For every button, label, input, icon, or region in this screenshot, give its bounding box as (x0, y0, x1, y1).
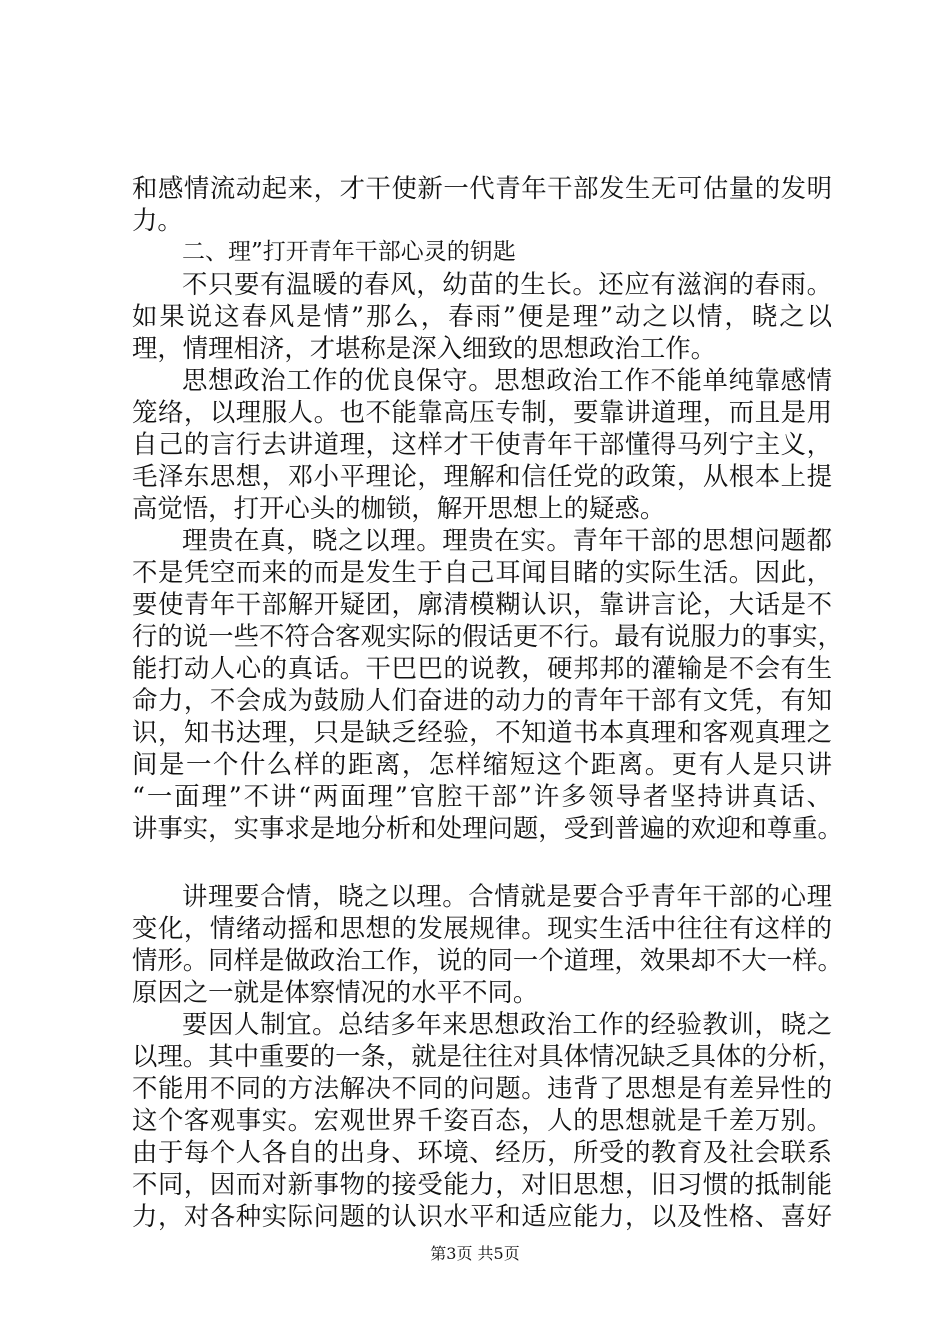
section-heading: 二、理”打开青年干部心灵的钥匙 (182, 239, 516, 265)
text-line: 命力，不会成为鼓励人们奋进的动力的青年干部有文凭，有知 (132, 685, 832, 715)
text-line: 由于每个人各自的出身、环境、经历，所受的教育及社会联系 (132, 1137, 832, 1167)
paragraph-first-line: 要因人制宜。总结多年来思想政治工作的经验教训，晓之 (182, 1009, 832, 1039)
text-line: 这个客观事实。宏观世界千姿百态，人的思想就是千差万别。 (132, 1105, 832, 1135)
text-line: 自己的言行去讲道理，这样才干使青年干部懂得马列宁主义， (132, 429, 832, 459)
text-line: 讲事实，实事求是地分析和处理问题，受到普遍的欢迎和尊重。 (132, 813, 843, 843)
text-line: 原因之一就是体察情况的水平不同。 (132, 977, 539, 1007)
text-line: 不能用不同的方法解决不同的问题。违背了思想是有差异性的 (132, 1073, 832, 1103)
text-line: 毛泽东思想，邓小平理论，理解和信任党的政策，从根本上提 (132, 461, 832, 491)
paragraph-first-line: 理贵在真，晓之以理。理贵在实。青年干部的思想问题都 (182, 525, 832, 555)
text-line: 以理。其中重要的一条，就是往往对具体情况缺乏具体的分析， (132, 1041, 843, 1071)
text-line: 要使青年干部解开疑团，廓清模糊认识，靠讲言论，大话是不 (132, 589, 832, 619)
text-line: 如果说这春风是情”那么，春雨”便是理”动之以情，晓之以 (132, 301, 832, 331)
text-line: 和感情流动起来，才干使新一代青年干部发生无可估量的发明 (132, 173, 832, 203)
paragraph-gap (132, 844, 832, 880)
text-line: 笼络，以理服人。也不能靠高压专制，要靠讲道理，而且是用 (132, 397, 832, 427)
text-line: 行的说一些不符合客观实际的假话更不行。最有说服力的事实， (132, 621, 843, 651)
page-number: 第3页 共5页 (430, 1244, 520, 1263)
text-line: 能打动人心的真话。干巴巴的说教，硬邦邦的灌输是不会有生 (132, 653, 832, 683)
text-line: 力。 (132, 205, 183, 235)
text-line: 不同，因而对新事物的接受能力，对旧思想，旧习惯的抵制能 (132, 1169, 832, 1199)
text-line: 识，知书达理，只是缺乏经验，不知道书本真理和客观真理之 (132, 717, 832, 747)
paragraph-first-line: 不只要有温暖的春风，幼苗的生长。还应有滋润的春雨。 (182, 269, 832, 299)
text-line: 情形。同样是做政治工作，说的同一个道理，效果却不大一样。 (132, 945, 843, 975)
document-body (132, 172, 843, 1232)
text-line: 理，情理相济，才堪称是深入细致的思想政治工作。 (132, 333, 716, 363)
text-line: 力，对各种实际问题的认识水平和适应能力，以及性格、喜好 (132, 1201, 832, 1231)
text-line: 变化，情绪动摇和思想的发展规律。现实生活中往往有这样的 (132, 913, 832, 943)
paragraph-first-line: 思想政治工作的优良保守。思想政治工作不能单纯靠感情 (182, 365, 832, 395)
text-line: 高觉悟，打开心头的枷锁，解开思想上的疑惑。 (132, 493, 666, 523)
text-line: 间是一个什么样的距离，怎样缩短这个距离。更有人是只讲 (132, 749, 832, 779)
paragraph-first-line: 讲理要合情，晓之以理。合情就是要合乎青年干部的心理 (182, 881, 832, 911)
text-line: 不是凭空而来的而是发生于自己耳闻目睹的实际生活。因此， (132, 557, 832, 587)
text-line: “一面理”不讲“两面理”官腔干部”许多领导者坚持讲真话、 (132, 781, 832, 811)
